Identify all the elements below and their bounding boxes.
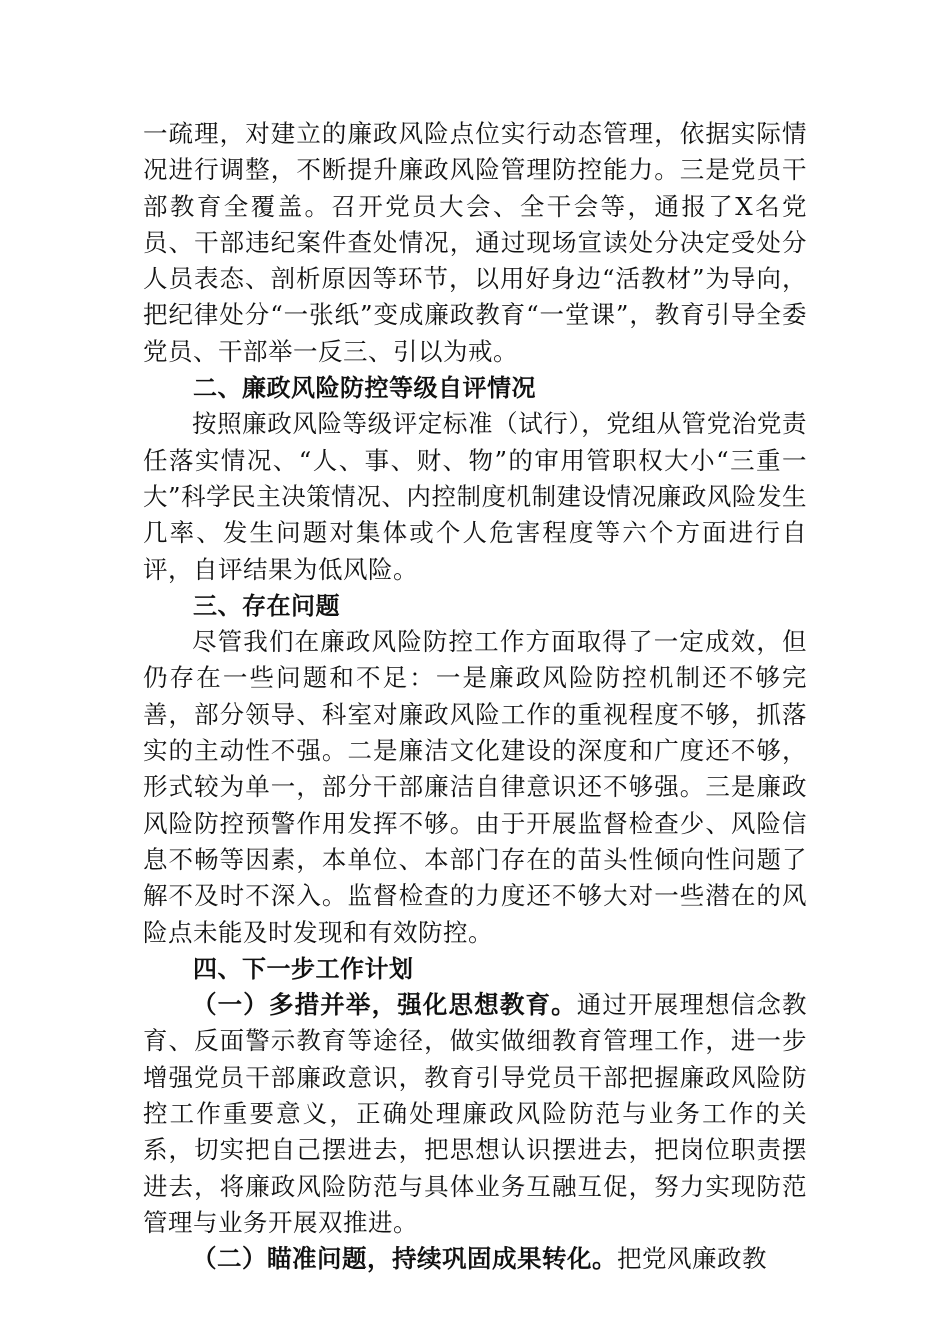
paragraph-problems: 尽管我们在廉政风险防控工作方面取得了一定成效，但仍存在一些问题和不足：一是廉政风险防控机制还不够完善，部分领导、科室对廉政风险工作的重视程度不够，抓落实的主动性不强。二是廉洁文化建设的深度和广度还不够，形式较为单一，部分干部廉洁自律意识还不够强。三是廉政风险防控预警作用发挥不够。由于开展监督检查少、风险信息不畅等因素，本单位、本部门存在的苗头性倾向性问题了解不及时不深入。监督检查的力度还不够大对一些潜在的风险点未能及时发现和有效防控。: [143, 627, 807, 947]
subsection-title-2: （二）瞄准问题，持续巩固成果转化。: [192, 1244, 617, 1274]
subsection-body-2: 把党风廉政教: [617, 1244, 767, 1274]
section-heading-4: 四、下一步工作计划: [193, 954, 414, 983]
section-heading-3: 三、存在问题: [193, 591, 340, 620]
subsection-body-1: 通过开展理想信念教育、反面警示教育等途径，做实做细教育管理工作，进一步增强党员干部廉政意识，教育引导党员干部把握廉政风险防控工作重要意义，正确处理廉政风险防范与业务工作的关系，切实把自己摆进去，把思想认识摆进去，把岗位职责摆进去，将廉政风险防范与具体业务互融互促，努力实现防范管理与业务开展双推进。: [143, 990, 807, 1237]
paragraph-plan-1: [143, 987, 807, 1241]
paragraph-self-evaluation: 按照廉政风险等级评定标准（试行），党组从管党治党责任落实情况、“人、事、财、物”的审用管职权大小“三重一大”科学民主决策情况、内控制度机制建设情况廉政风险发生几率、发生问题对集体或个人危害程度等六个方面进行自评，自评结果为低风险。: [143, 409, 807, 584]
section-heading-2: 二、廉政风险防控等级自评情况: [193, 374, 536, 403]
document-body: [143, 116, 807, 1278]
paragraph-continuation: 一疏理，对建立的廉政风险点位实行动态管理，依据实际情况进行调整，不断提升廉政风险管理防控能力。三是党员干部教育全覆盖。召开党员大会、全干会等，通报了X名党员、干部违纪案件查处情况，通过现场宣读处分决定受处分人员表态、剖析原因等环节，以用好身边“活教材”为导向，把纪律处分“一张纸”变成廉政教育“一堂课”，教育引导全委党员、干部举一反三、引以为戒。: [143, 119, 807, 366]
subsection-title-1: （一）多措并举，强化思想教育。: [192, 990, 577, 1020]
paragraph-plan-2: [143, 1241, 807, 1277]
